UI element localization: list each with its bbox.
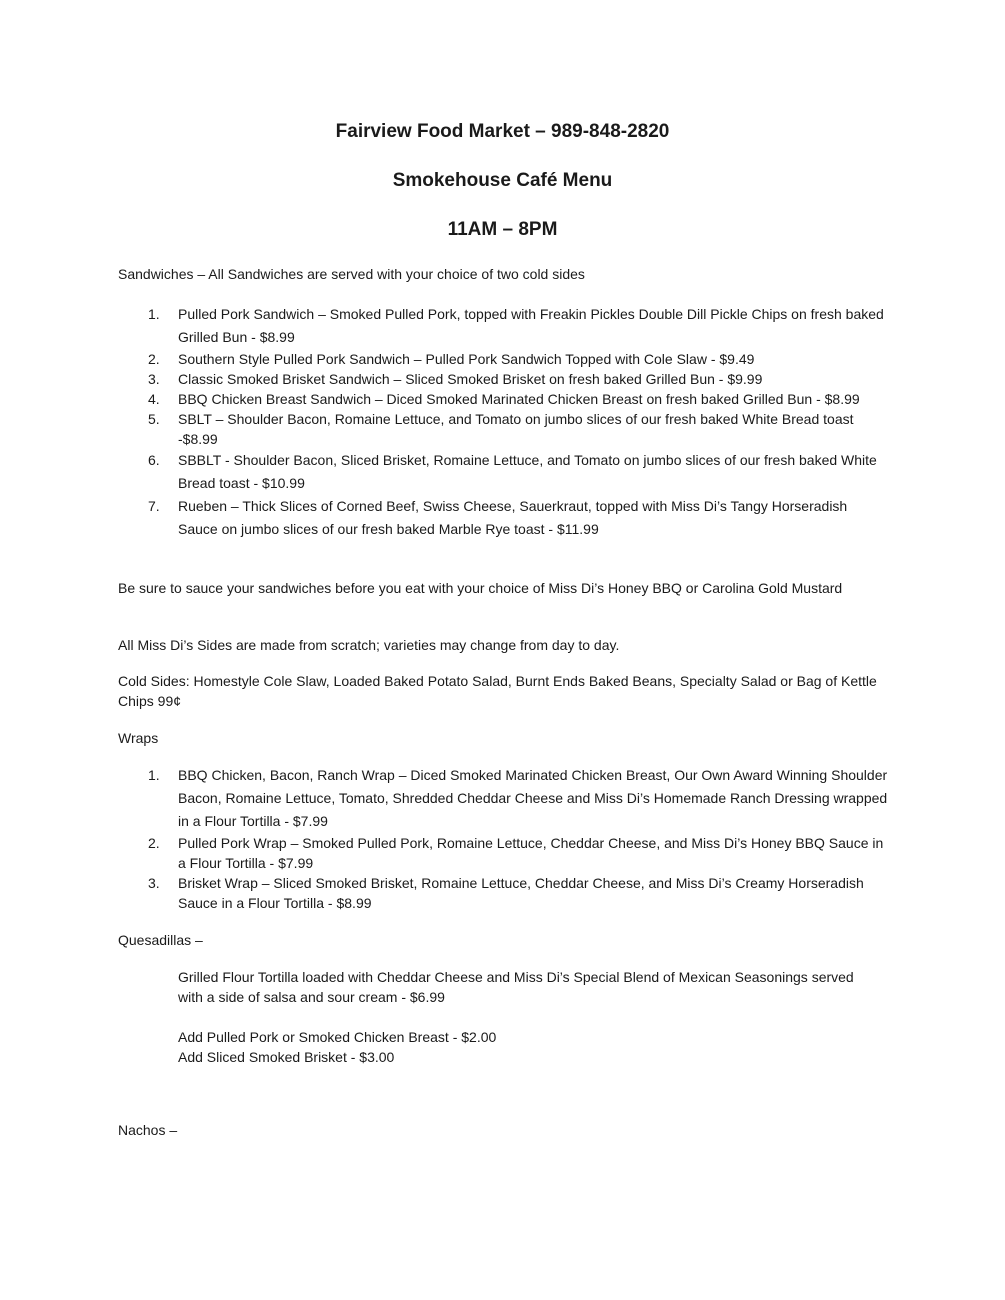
sandwiches-list [118, 303, 888, 541]
item-number: 5. [148, 411, 160, 427]
item-text: Southern Style Pulled Pork Sandwich – Pulled Pork Sandwich Topped with Cole Slaw - $9.49 [178, 351, 755, 367]
list-item [118, 764, 888, 833]
item-number: 3. [148, 875, 160, 891]
item-text: SBLT – Shoulder Bacon, Romaine Lettuce, and Tomato on jumbo slices of our fresh baked White Bread toast -$8.99 [178, 411, 854, 447]
sauce-note: Be sure to sauce your sandwiches before you eat with your choice of Miss Di’s Honey BBQ or Carolina Gold Mustard [118, 580, 843, 596]
item-text: Pulled Pork Sandwich – Smoked Pulled Pork, topped with Freakin Pickles Double Dill Pickle Chips on fresh baked Grilled Bun - $8.99 [178, 306, 884, 345]
list-item [118, 873, 888, 913]
list-item [118, 449, 888, 495]
list-item [118, 369, 888, 389]
page-title: Fairview Food Market – 989-848-2820 [335, 121, 670, 142]
quesadillas-addon: Add Pulled Pork or Smoked Chicken Breast - $2.00 [178, 1029, 497, 1045]
item-number: 2. [148, 835, 160, 851]
item-text: SBBLT - Shoulder Bacon, Sliced Brisket, Romaine Lettuce, and Tomato on jumbo slices of our fresh baked White Bread toast - $10.99 [178, 452, 877, 491]
list-item [118, 389, 888, 409]
nachos-heading: Nachos – [118, 1122, 178, 1138]
item-text: Classic Smoked Brisket Sandwich – Sliced Smoked Brisket on fresh baked Grilled Bun - $9.99 [178, 371, 763, 387]
item-number: 6. [148, 452, 160, 468]
list-item [118, 303, 888, 349]
item-number: 1. [148, 306, 160, 322]
item-text: BBQ Chicken Breast Sandwich – Diced Smoked Marinated Chicken Breast on fresh baked Grilled Bun - $8.99 [178, 391, 860, 407]
sides-note: All Miss Di’s Sides are made from scratch; varieties may change from day to day. [118, 637, 620, 653]
cold-sides: Cold Sides: Homestyle Cole Slaw, Loaded Baked Potato Salad, Burnt Ends Baked Beans, Specialty Salad or Bag of Kettle Chips 99¢ [118, 673, 877, 709]
item-text: Rueben – Thick Slices of Corned Beef, Swiss Cheese, Sauerkraut, topped with Miss Di’s Tangy Horseradish Sauce on jumbo slices of our fresh baked Marble Rye toast - $11.99 [178, 498, 848, 537]
item-text: Pulled Pork Wrap – Smoked Pulled Pork, Romaine Lettuce, Cheddar Cheese, and Miss Di’s Honey BBQ Sauce in a Flour Tortilla - $7.99 [178, 835, 884, 871]
quesadillas-heading: Quesadillas – [118, 932, 203, 948]
item-number: 1. [148, 767, 160, 783]
list-item [118, 833, 888, 873]
list-item [118, 495, 888, 541]
item-number: 7. [148, 498, 160, 514]
quesadillas-addon: Add Sliced Smoked Brisket - $3.00 [178, 1049, 395, 1065]
item-text: BBQ Chicken, Bacon, Ranch Wrap – Diced Smoked Marinated Chicken Breast, Our Own Award Winning Shoulder Bacon, Romaine Lettuce, Tomato, Shredded Cheddar Cheese and Miss Di’s Homemade Ranch Dressing wrapped in a Flour Tortilla - $7.99 [178, 767, 888, 829]
wraps-heading: Wraps [118, 730, 159, 746]
item-number: 2. [148, 351, 160, 367]
sandwiches-heading: Sandwiches – All Sandwiches are served with your choice of two cold sides [118, 266, 585, 282]
quesadillas-description: Grilled Flour Tortilla loaded with Cheddar Cheese and Miss Di’s Special Blend of Mexican Seasonings served with a side of salsa and sour cream - $6.99 [178, 969, 854, 1005]
list-item [118, 409, 888, 449]
menu-subtitle: Smokehouse Café Menu [392, 170, 613, 191]
list-item [118, 349, 888, 369]
item-number: 4. [148, 391, 160, 407]
item-text: Brisket Wrap – Sliced Smoked Brisket, Romaine Lettuce, Cheddar Cheese, and Miss Di’s Creamy Horseradish Sauce in a Flour Tortilla - $8.99 [178, 875, 864, 911]
item-number: 3. [148, 371, 160, 387]
wraps-list [118, 764, 888, 913]
hours: 11AM – 8PM [447, 219, 558, 240]
